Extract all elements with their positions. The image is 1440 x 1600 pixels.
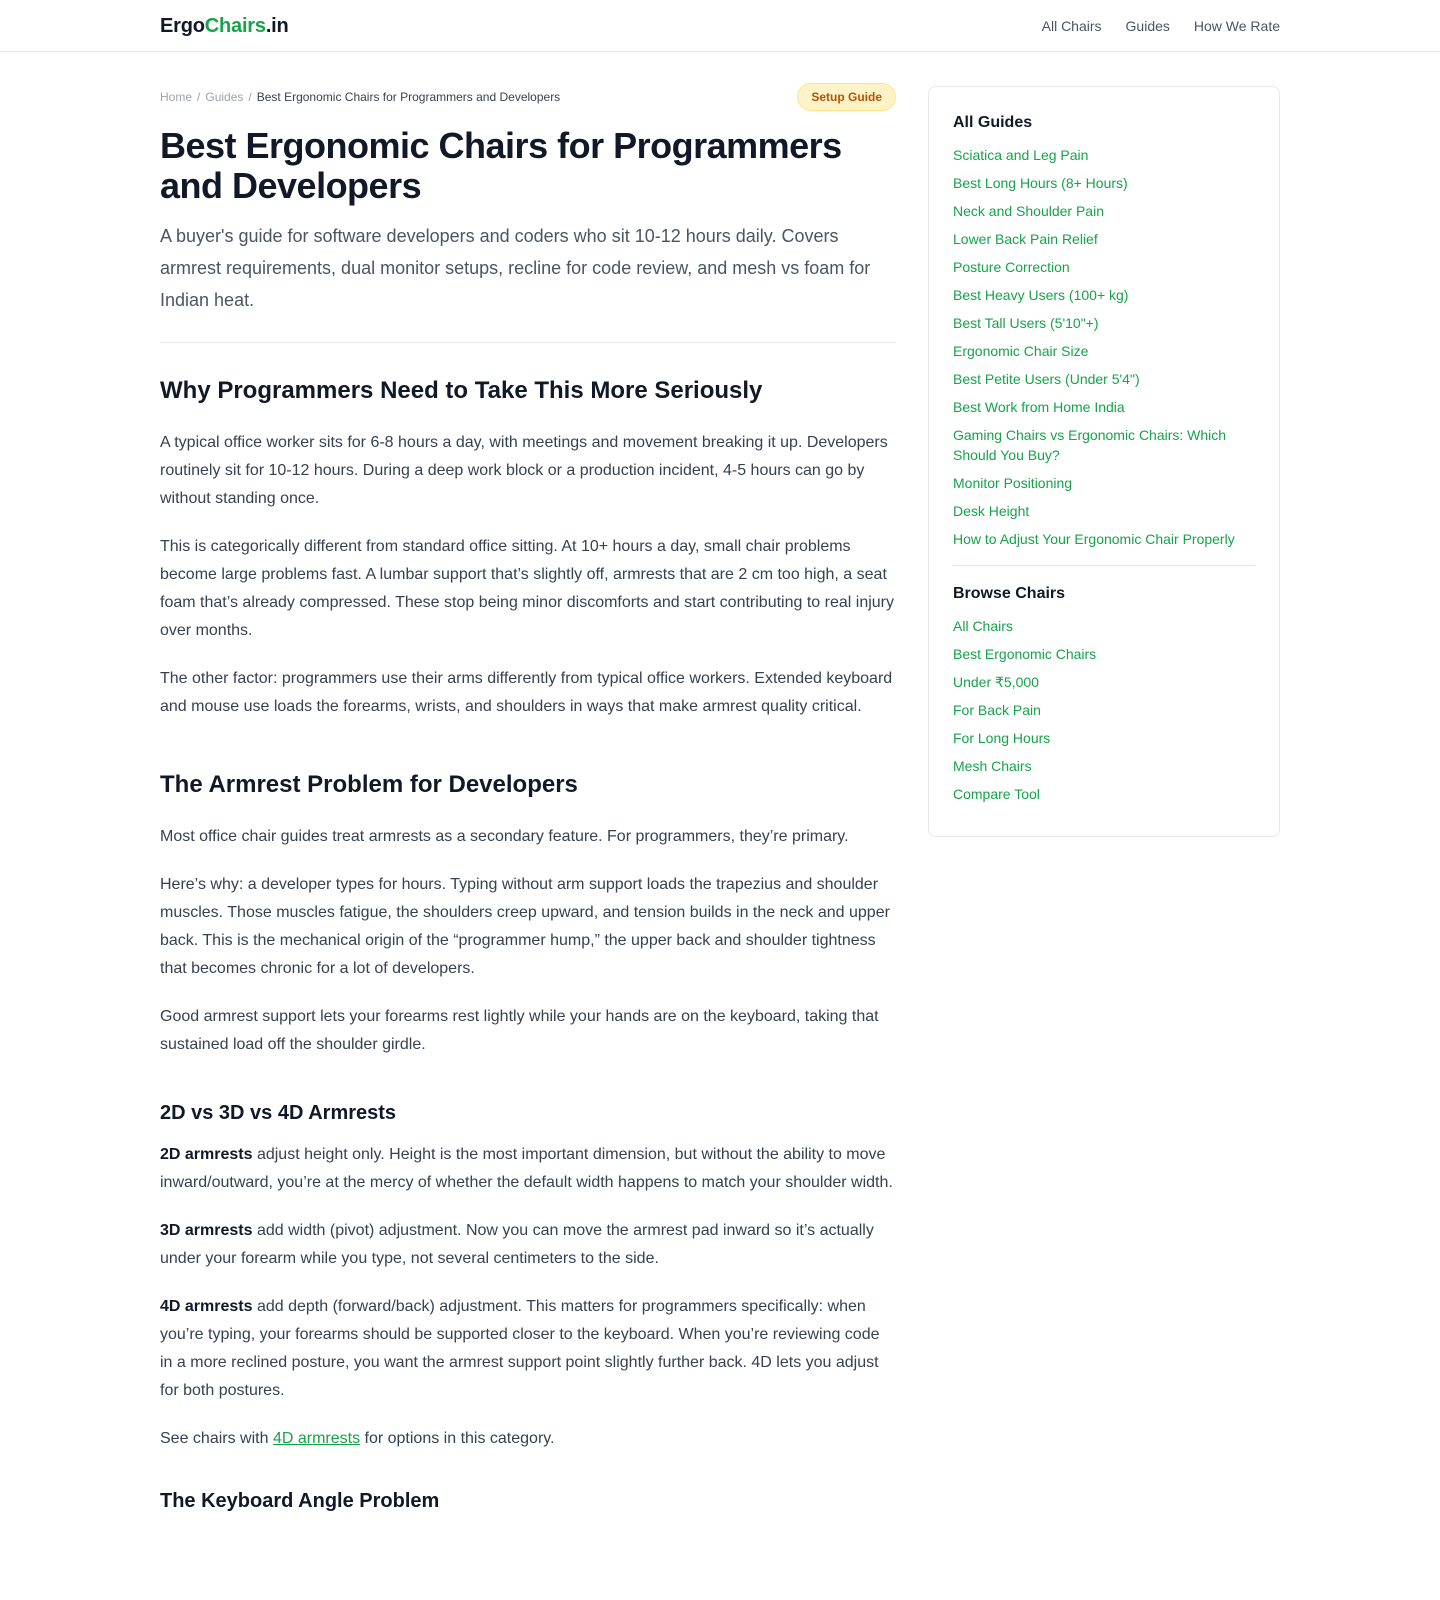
guide-link-desk-height[interactable]: Desk Height	[953, 503, 1030, 519]
see-prefix: See chairs with	[160, 1430, 273, 1447]
top-nav	[1042, 18, 1280, 34]
sidebar-guides-title: All Guides	[953, 114, 1033, 131]
guide-link-tall-users[interactable]: Best Tall Users (5'10"+)	[953, 315, 1099, 331]
sidebar-browse-title: Browse Chairs	[953, 585, 1066, 602]
paragraph: Here’s why: a developer types for hours. Typing without arm support loads the trapezius and shoulder muscles. Those muscles fatigue, the shoulders creep upward, and tension builds in the neck and upper back. This is the mechanical origin of the “programmer hump,” the upper back and shoulder tightness that becomes chronic for a lot of developers.	[160, 876, 890, 977]
list-item	[953, 672, 1255, 692]
list-item	[953, 616, 1255, 636]
list-item	[953, 529, 1255, 549]
list-item	[953, 145, 1255, 165]
guide-link-posture[interactable]: Posture Correction	[953, 259, 1070, 275]
list-item	[953, 425, 1255, 465]
nav-link-guides[interactable]: Guides	[1125, 18, 1170, 34]
subsection-heading: The Keyboard Angle Problem	[160, 1490, 440, 1512]
guide-link-neck-shoulder[interactable]: Neck and Shoulder Pain	[953, 203, 1104, 219]
list-item	[953, 397, 1255, 417]
page-body	[160, 52, 1280, 1515]
list-item	[953, 369, 1255, 389]
paragraph: Good armrest support lets your forearms rest lightly while your hands are on the keyboard, taking that sustained load off the shoulder girdle.	[160, 1008, 879, 1053]
paragraph: The other factor: programmers use their arms differently from typical office workers. Extended keyboard and mouse use loads the forearms, wrists, and shoulders in ways that make armrest quality critical.	[160, 670, 893, 715]
logo-text-ergo: Ergo	[160, 14, 205, 37]
article-lede: A buyer's guide for software developers and coders who sit 10-12 hours daily. Covers armrest requirements, dual monitor setups, recline for code review, and mesh vs foam for Indian heat.	[160, 226, 871, 310]
list-item	[953, 644, 1255, 664]
paragraph: Most office chair guides treat armrests as a secondary feature. For programmers, they’re primary.	[160, 828, 849, 845]
subsection-heading: 2D vs 3D vs 4D Armrests	[160, 1102, 397, 1124]
browse-link-best-ergonomic[interactable]: Best Ergonomic Chairs	[953, 646, 1097, 662]
page-title: Best Ergonomic Chairs for Programmers and Developers	[160, 125, 842, 206]
breadcrumb-row	[160, 84, 896, 110]
paragraph-2d-armrests	[160, 1141, 896, 1197]
list-item	[953, 229, 1255, 249]
guide-link-petite-users[interactable]: Best Petite Users (Under 5'4")	[953, 371, 1140, 387]
paragraph: This is categorically different from standard office sitting. At 10+ hours a day, small chair problems become large problems fast. A lumbar support that’s slightly off, armrests that are 2 cm too high, a seat foam that’s already compressed. These stop being minor discomforts and start contributing to real injury over months.	[160, 538, 894, 639]
site-header	[0, 0, 1440, 52]
list-item	[953, 341, 1255, 361]
nav-link-how-we-rate[interactable]: How We Rate	[1193, 18, 1280, 34]
guide-link-chair-size[interactable]: Ergonomic Chair Size	[953, 343, 1089, 359]
list-item	[953, 784, 1255, 804]
sidebar-browse-list	[953, 616, 1255, 804]
term-2d-armrests: 2D armrests	[160, 1146, 253, 1163]
nav-link-all-chairs[interactable]: All Chairs	[1041, 18, 1102, 34]
paragraph-3d-armrests	[160, 1217, 896, 1273]
sidebar	[928, 84, 1280, 1515]
article	[160, 84, 896, 1515]
see-suffix: for options in this category.	[360, 1430, 555, 1447]
browse-link-mesh-chairs[interactable]: Mesh Chairs	[953, 758, 1032, 774]
guide-link-wfh-india[interactable]: Best Work from Home India	[953, 399, 1125, 415]
breadcrumb-separator: /	[248, 90, 252, 104]
guide-link-gaming-vs-ergonomic[interactable]: Gaming Chairs vs Ergonomic Chairs: Which Should You Buy?	[953, 427, 1227, 463]
list-item	[953, 473, 1255, 493]
guide-link-lower-back[interactable]: Lower Back Pain Relief	[953, 231, 1098, 247]
category-badge: Setup Guide	[797, 83, 896, 111]
guide-link-adjust-chair[interactable]: How to Adjust Your Ergonomic Chair Properly	[953, 531, 1235, 547]
logo-text-domain: .in	[265, 14, 289, 37]
list-item	[953, 313, 1255, 333]
browse-link-back-pain[interactable]: For Back Pain	[953, 702, 1041, 718]
term-3d-armrests: 3D armrests	[160, 1222, 253, 1239]
list-item	[953, 501, 1255, 521]
guide-link-long-hours[interactable]: Best Long Hours (8+ Hours)	[953, 175, 1128, 191]
guide-link-heavy-users[interactable]: Best Heavy Users (100+ kg)	[953, 287, 1129, 303]
link-4d-armrests[interactable]: 4D armrests	[272, 1430, 361, 1447]
text-3d-armrests: add width (pivot) adjustment. Now you can move the armrest pad inward so it’s actually under your forearm while you type, not several centimeters to the side.	[160, 1222, 874, 1267]
breadcrumb-current: Best Ergonomic Chairs for Programmers and Developers	[256, 90, 561, 104]
paragraph-4d-armrests	[160, 1293, 896, 1405]
sidebar-card	[928, 86, 1280, 837]
breadcrumb-separator: /	[197, 90, 201, 104]
breadcrumb-guides[interactable]: Guides	[205, 90, 244, 104]
sidebar-guides-list	[953, 145, 1255, 549]
list-item	[953, 201, 1255, 221]
list-item	[953, 728, 1255, 748]
site-logo[interactable]	[160, 15, 289, 38]
paragraph: A typical office worker sits for 6-8 hours a day, with meetings and movement breaking it up. Developers routinely sit for 10-12 hours. During a deep work block or a production incident, 4-5 hours can go by without standing once.	[160, 434, 888, 507]
list-item	[953, 285, 1255, 305]
list-item	[953, 700, 1255, 720]
list-item	[953, 257, 1255, 277]
breadcrumb-home[interactable]: Home	[160, 90, 193, 104]
guide-link-monitor[interactable]: Monitor Positioning	[953, 475, 1073, 491]
browse-link-compare-tool[interactable]: Compare Tool	[953, 786, 1040, 802]
paragraph-see-chairs	[160, 1425, 896, 1453]
term-4d-armrests: 4D armrests	[160, 1298, 253, 1315]
browse-link-long-hours[interactable]: For Long Hours	[953, 730, 1051, 746]
list-item	[953, 756, 1255, 776]
breadcrumb	[160, 90, 560, 104]
section-heading: The Armrest Problem for Developers	[160, 771, 578, 798]
list-item	[953, 173, 1255, 193]
text-2d-armrests: adjust height only. Height is the most important dimension, but without the ability to move inward/outward, you’re at the mercy of whether the default width happens to match your shoulder width.	[160, 1146, 893, 1191]
sidebar-divider	[953, 565, 1255, 566]
browse-link-all-chairs[interactable]: All Chairs	[953, 618, 1013, 634]
title-divider	[160, 342, 896, 343]
guide-link-sciatica[interactable]: Sciatica and Leg Pain	[953, 147, 1089, 163]
browse-link-under-5000[interactable]: Under ₹5,000	[953, 674, 1039, 690]
logo-text-chairs: Chairs	[204, 14, 266, 37]
text-4d-armrests: add depth (forward/back) adjustment. This matters for programmers specifically: when you’re typing, your forearms should be supported closer to the keyboard. When you’re reviewing code in a more reclined posture, you want the armrest support point slightly further back. 4D lets you adjust for both postures.	[160, 1298, 880, 1399]
section-heading: Why Programmers Need to Take This More Seriously	[160, 377, 763, 404]
